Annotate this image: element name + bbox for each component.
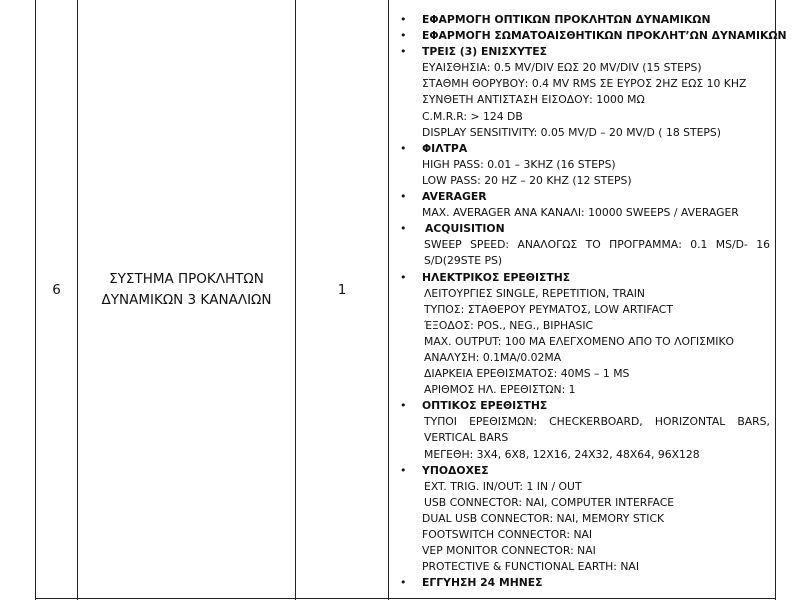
spec-item: ΣΤΑΘΜΗ ΘΟΡΥΒΟΥ: 0.4 MV RMS ΣΕ ΕΥΡΟΣ 2HZ ΕΩΣ 10 KHZ [422,77,747,91]
spec-item: SWEEP SPEED: ΑΝΑΛΟΓΩΣ ΤΟ ΠΡΟΓΡΑΜΜΑ: 0.1 MS/D- 16 [424,238,770,252]
bullet-icon: • [400,45,407,59]
quantity: 1 [337,282,347,298]
column-divider [775,0,776,600]
spec-item: DISPLAY SENSITIVITY: 0.05 MV/D – 20 MV/D ( 18 STEPS) [422,125,721,139]
spec-heading: • ΥΠΟΔΟΧΕΣ [398,463,770,479]
system-title-line-2: ΔΥΝΑΜΙΚΩΝ 3 ΚΑΝΑΛΙΩΝ [101,292,272,308]
spec-item: ΔΙΑΡΚΕΙΑ ΕΡΕΘΙΣΜΑΤΟΣ: 40MS – 1 MS [424,367,630,381]
spec-item: FOOTSWITCH CONNECTOR: ΝΑΙ [422,528,593,541]
spec-item: ΛΕΙΤΟΥΡΓΙΕΣ SINGLE, REPETITION, TRAIN [424,286,646,300]
bullet-icon: • [400,190,407,204]
bullet-icon: • [400,13,407,26]
spec-heading: • ACQUISITION [398,221,770,237]
spec-heading: • ΗΛΕΚΤΡΙΚΟΣ ΕΡΕΘΙΣΤΗΣ [398,270,770,286]
spec-item: PROTECTIVE & FUNCTIONAL EARTH: ΝΑΙ [422,560,640,574]
spec-item: VEP MONITOR CONNECTOR: ΝΑΙ [422,544,596,558]
spec-item: ΤΥΠΟΙ ΕΡΕΘΙΣΜΩΝ: CHECKERBOARD, HORIZONTAL BARS, [424,415,770,429]
bullet-icon: • [400,222,407,236]
spec-item: ΈΞΟΔΟΣ: POS., NEG., BIPHASIC [424,318,594,332]
spec-item: ΤΥΠΟΣ: ΣΤΑΘΕΡΟΥ ΡΕΥΜΑΤΟΣ, LOW ARTIFACT [424,302,673,316]
bullet-icon: • [400,29,407,43]
bullet-icon: • [400,463,407,477]
spec-item: ΕΥΑΙΣΘΗΣΙΑ: 0.5 MV/DIV ΕΩΣ 20 MV/DIV (15 STEPS) [422,61,702,75]
row-divider [35,598,776,599]
spec-item: ΜΕΓΕΘΗ: 3X4, 6X8, 12X16, 24X32, 48X64, 96X128 [424,447,700,461]
spec-heading: • ΕΦΑΡΜΟΓΗ ΟΠΤΙΚΩΝ ΠΡΟΚΛΗΤΩΝ ΔΥΝΑΜΙΚΩΝ [398,12,770,28]
spec-item: ΑΡΙΘΜΟΣ ΗΛ. ΕΡΕΘΙΣΤΩΝ: 1 [424,383,576,397]
spec-item: USB CONNECTOR: ΝΑΙ, COMPUTER INTERFACE [424,495,675,509]
spec-heading: • ΕΓΓΥΗΣΗ 24 ΜΗΝΕΣ [398,575,770,591]
spec-item: MAX. AVERAGER ΑΝΑ ΚΑΝΑΛΙ: 10000 SWEEPS / AVERAGER [422,206,739,220]
spec-item: LOW PASS: 20 HZ – 20 KHZ (12 STEPS) [422,173,632,187]
bullet-icon: • [400,399,407,413]
spec-heading: • ΤΡΕΙΣ (3) ΕΝΙΣΧΥΤΕΣ [398,44,770,60]
column-divider [388,0,389,600]
spec-item: C.M.R.R: > 124 DB [422,109,523,123]
spec-heading: • ΟΠΤΙΚΟΣ ΕΡΕΘΙΣΤΗΣ [398,398,770,414]
spec-item: EXT. TRIG. IN/OUT: 1 IN / OUT [424,479,582,493]
spec-item: S/D(29STE PS) [424,254,503,268]
spec-item: ΣΥΝΘΕΤΗ ΑΝΤΙΣΤΑΣΗ ΕΙΣΟΔΟΥ: 1000 ΜΩ [422,93,645,107]
spec-item: HIGH PASS: 0.01 – 3KHZ (16 STEPS) [422,157,616,171]
spec-item: ΑΝΑΛΥΣΗ: 0.1MA/0.02MA [424,350,562,364]
system-title [78,269,295,311]
spec-item: VERTICAL BARS [424,431,509,445]
row-number: 6 [52,282,61,298]
spec-heading: • AVERAGER [398,189,770,205]
bullet-icon: • [400,141,407,155]
bullet-icon: • [400,270,407,284]
bullet-icon: • [400,576,407,590]
system-title-line-1: ΣΥΣΤΗΜΑ ΠΡΟΚΛΗΤΩΝ [109,271,264,287]
spec-heading: • ΕΦΑΡΜΟΓΗ ΣΩΜΑΤΟΑΙΣΘΗΤΙΚΩΝ ΠΡΟΚΛΗΤ’ΩΝ ΔΥΝΑΜΙΚΩΝ [398,28,770,44]
spec-heading: • ΦΙΛΤΡΑ [398,141,770,157]
specification-list [398,12,787,591]
spec-item: DUAL USB CONNECTOR: ΝΑΙ, MEMORY STICK [422,511,665,525]
spec-item: MAX. OUTPUT: 100 MA ΕΛΕΓΧΟΜΕΝΟ ΑΠΟ ΤΟ ΛΟΓΙΣΜΙΚΟ [424,334,735,348]
